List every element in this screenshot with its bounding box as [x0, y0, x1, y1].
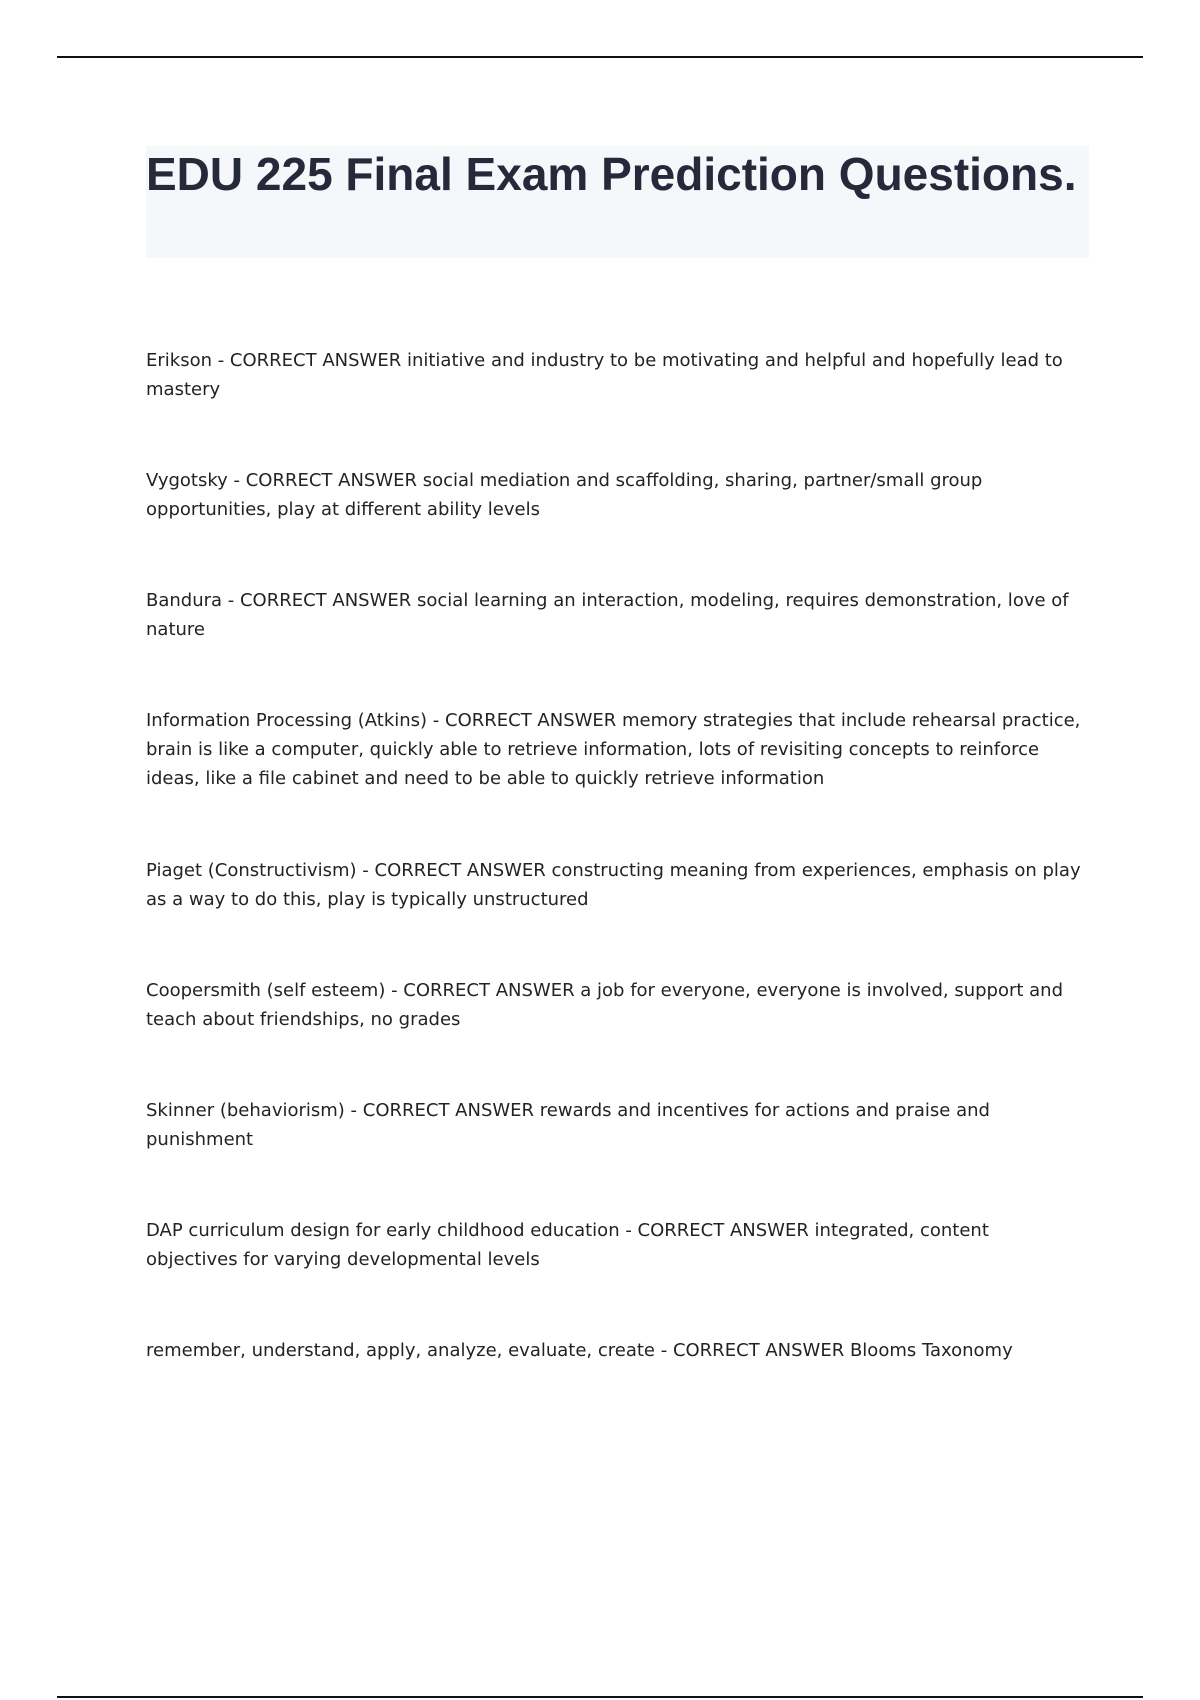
top-rule	[57, 56, 1143, 58]
qa-item-skinner: Skinner (behaviorism) - CORRECT ANSWER rewards and incentives for actions and praise and punishment	[146, 1100, 990, 1150]
bottom-rule	[57, 1696, 1143, 1698]
qa-item-coopersmith: Coopersmith (self esteem) - CORRECT ANSWER a job for everyone, everyone is involved, support and teach about friendships, no grades	[146, 980, 1064, 1030]
qa-item-erikson: Erikson - CORRECT ANSWER initiative and industry to be motivating and helpful and hopefully lead to mastery	[146, 350, 1063, 400]
qa-item-dap: DAP curriculum design for early childhood education - CORRECT ANSWER integrated, content objectives for varying developmental levels	[146, 1220, 989, 1270]
qa-item-vygotsky: Vygotsky - CORRECT ANSWER social mediation and scaffolding, sharing, partner/small group opportunities, play at different ability levels	[146, 470, 983, 520]
qa-item-piaget: Piaget (Constructivism) - CORRECT ANSWER constructing meaning from experiences, emphasis on play as a way to do this, play is typically unstructured	[146, 860, 1081, 910]
qa-item-blooms: remember, understand, apply, analyze, evaluate, create - CORRECT ANSWER Blooms Taxonomy	[146, 1340, 1013, 1361]
qa-item-bandura: Bandura - CORRECT ANSWER social learning an interaction, modeling, requires demonstration, love of nature	[146, 590, 1069, 640]
document-title: EDU 225 Final Exam Prediction Questions.	[146, 148, 1077, 200]
qa-item-info-processing: Information Processing (Atkins) - CORRECT ANSWER memory strategies that include rehearsal practice, brain is like a computer, quickly able to retrieve information, lots of revisiting concepts to reinforce ideas, like a file cabinet and need to be able to quickly retrieve information	[146, 710, 1081, 789]
